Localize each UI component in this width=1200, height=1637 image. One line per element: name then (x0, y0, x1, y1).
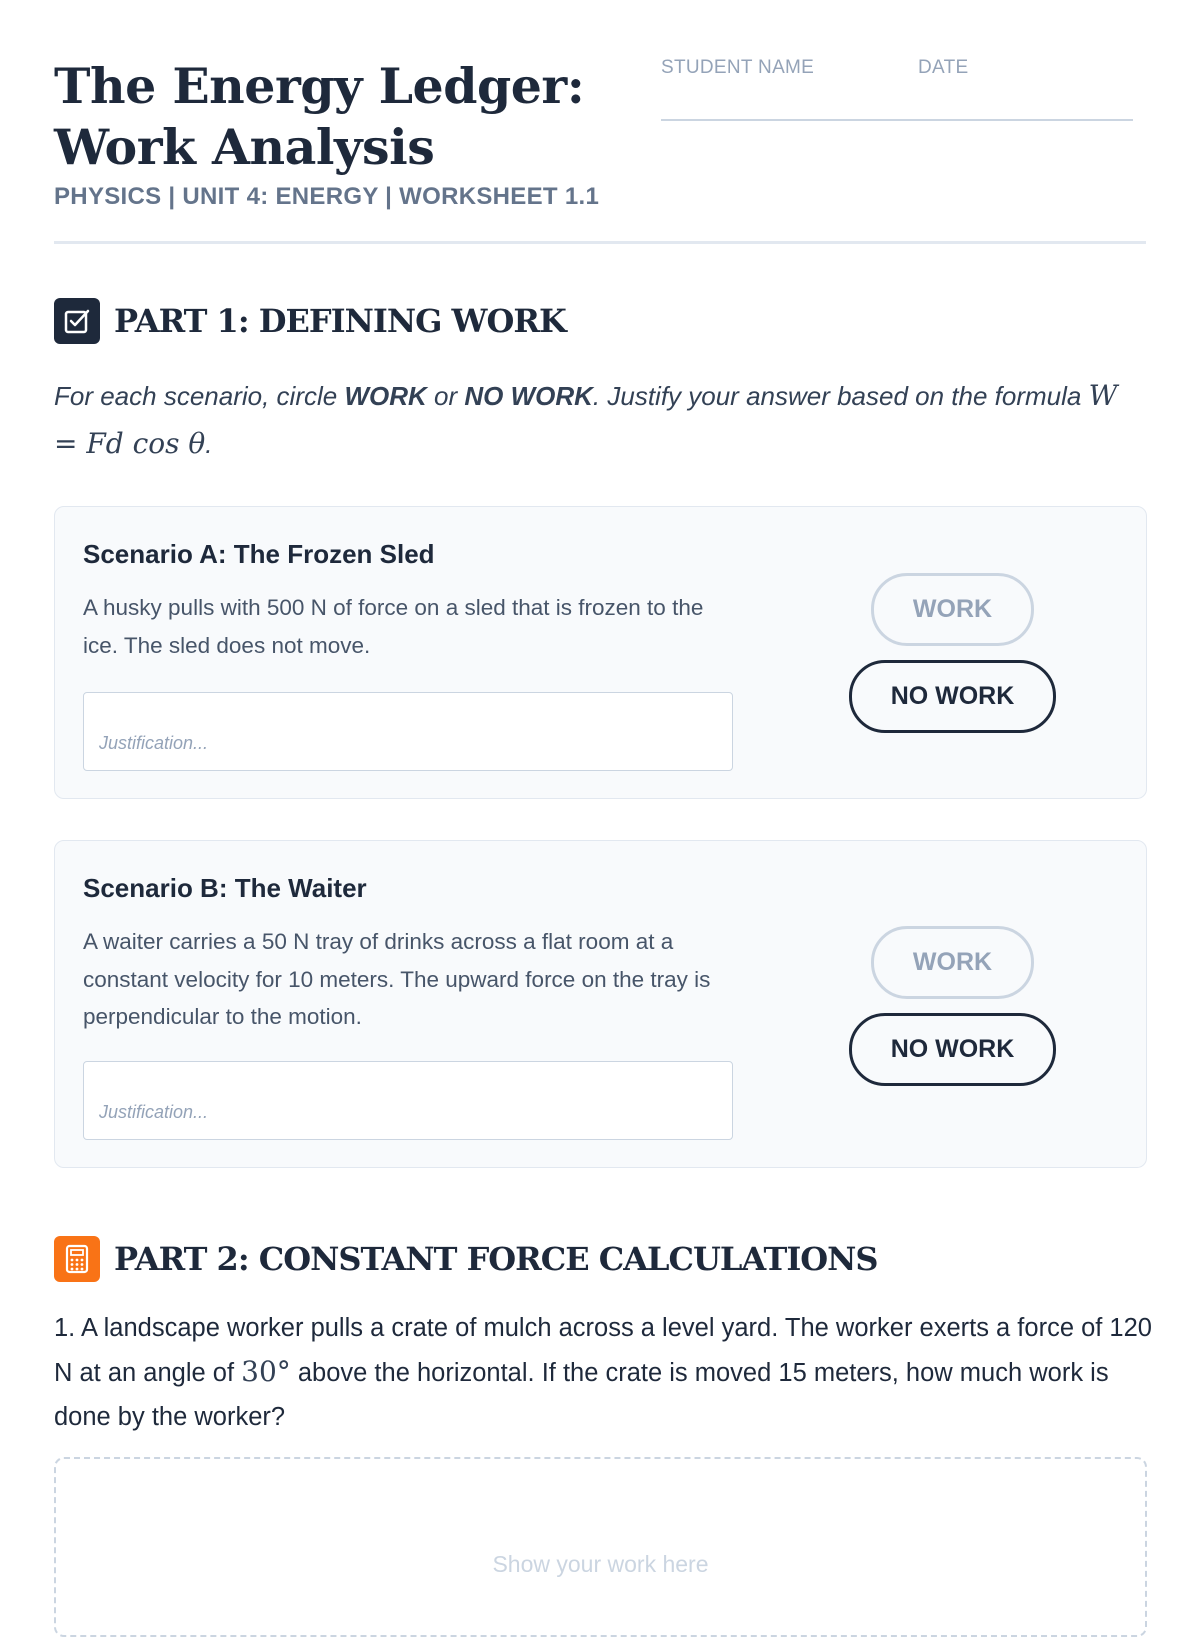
title-line-2: Work Analysis (54, 118, 435, 176)
student-name-label: STUDENT NAME (661, 57, 815, 78)
justification-input[interactable] (83, 1061, 733, 1140)
worksheet-header (54, 0, 1146, 244)
scenario-title: Scenario A: The Frozen Sled (83, 539, 435, 569)
justification-input[interactable] (83, 692, 733, 771)
page-subtitle: PHYSICS | UNIT 4: ENERGY | WORKSHEET 1.1 (54, 183, 600, 210)
instructions-text: For each scenario, circle (54, 381, 345, 411)
scenario-card-b (54, 840, 1147, 1168)
instructions-text: . Justify your answer based on the formula (592, 381, 1089, 411)
checkbox-icon (54, 298, 100, 344)
work-area[interactable] (54, 1457, 1147, 1637)
scenario-title: Scenario B: The Waiter (83, 873, 367, 903)
work-option-button[interactable]: WORK (871, 573, 1034, 646)
calculator-icon (54, 1236, 100, 1282)
angle-value: 30° (241, 1355, 291, 1388)
instructions-text: . (205, 429, 213, 459)
instructions-bold-work: WORK (344, 381, 427, 411)
question-1 (54, 1306, 1154, 1439)
justification-placeholder: Justification... (99, 733, 209, 753)
part1-header (54, 297, 566, 345)
page-title (54, 56, 614, 178)
question-text: 1. A landscape worker pulls a crate of mulch across a level yard. The worker exerts a force of 120 N at an angle of (54, 1314, 1152, 1387)
student-info-field[interactable] (661, 53, 1133, 121)
instructions-bold-no-work: NO WORK (464, 381, 593, 411)
title-line-1: The Energy Ledger: (54, 57, 585, 115)
question-text: above the horizontal. If the crate is moved 15 meters, how much work is done by the worker? (54, 1359, 1109, 1431)
scenario-description: A husky pulls with 500 N of force on a sled that is frozen to the ice. The sled does not move. (83, 595, 704, 658)
part1-title: PART 1: DEFINING WORK (114, 302, 566, 340)
part2-title: PART 2: CONSTANT FORCE CALCULATIONS (114, 1240, 878, 1278)
scenario-card-a (54, 506, 1147, 799)
formula-w: W (1088, 379, 1118, 412)
part2-header (54, 1235, 878, 1283)
no-work-option-button[interactable]: NO WORK (849, 660, 1056, 733)
work-area-placeholder: Show your work here (492, 1551, 709, 1577)
scenario-description: A waiter carries a 50 N tray of drinks across a flat room at a constant velocity for 10 meters. The upward force on the tray is perpendicular to the motion. (83, 929, 711, 1029)
work-option-button[interactable]: WORK (871, 926, 1034, 999)
instructions-text: or (426, 381, 465, 411)
no-work-option-button[interactable]: NO WORK (849, 1013, 1056, 1086)
part1-instructions (54, 372, 1150, 468)
justification-placeholder: Justification... (99, 1102, 209, 1122)
formula-rhs: = Fd cos θ (54, 427, 206, 460)
date-label: DATE (918, 57, 969, 78)
